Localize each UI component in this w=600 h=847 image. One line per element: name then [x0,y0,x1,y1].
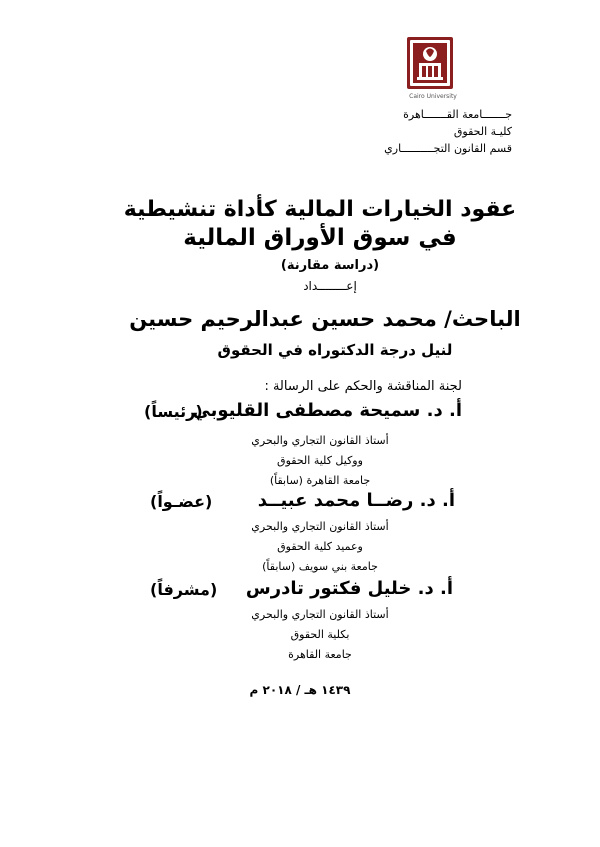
thesis-subtitle: (دراسة مقارنة) [280,258,380,273]
committee-member-name: أ. د. سميحة مصطفى القليوبي [192,400,462,421]
researcher-name: الباحث/ محمد حسين عبدالرحيم حسين [129,307,521,331]
thesis-date: ١٤٣٩ هـ / ٢٠١٨ م [249,683,351,697]
faculty-name: كليـة الحقوق [453,125,512,138]
member-detail: وعميد كلية الحقوق [277,540,363,553]
member-detail: جامعة القاهرة [288,648,352,661]
university-name: جـــــــامعة القـــــــاهرة [403,108,512,121]
committee-member-role: (عضـواً) [150,492,213,511]
member-detail: جامعة القاهرة (سابقاً) [269,474,371,487]
member-detail: أستاذ القانون التجاري والبحري [251,520,389,533]
member-detail: أستاذ القانون التجاري والبحري [251,434,389,447]
department-name: قسم القانون التجــــــــــاري [384,142,512,155]
member-detail: ووكيل كلية الحقوق [277,454,363,467]
committee-member-name: أ. د. رضــا محمد عبيــد [257,490,455,511]
university-header [384,106,512,157]
logo-caption: Cairo University [409,93,457,100]
member-detail: جامعة بني سويف (سابقاً) [262,560,378,573]
degree-statement: لنيل درجة الدكتوراه في الحقوق [217,341,453,359]
prepared-by-label: إعــــــــداد [303,279,357,293]
committee-member-role: (رئيساً) [144,402,203,421]
committee-member-role: (مشرفاً) [150,580,218,599]
member-detail: أستاذ القانون التجاري والبحري [251,608,389,621]
thesis-title-line1: عقود الخيارات المالية كأداة تنشيطية [123,197,517,222]
committee-heading: لجنة المناقشة والحكم على الرسالة : [264,379,462,394]
thesis-title-line2: في سوق الأوراق المالية [183,225,457,251]
member-detail: بكلية الحقوق [290,628,350,641]
committee-member-name: أ. د. خليل فكتور تادرس [245,578,453,599]
